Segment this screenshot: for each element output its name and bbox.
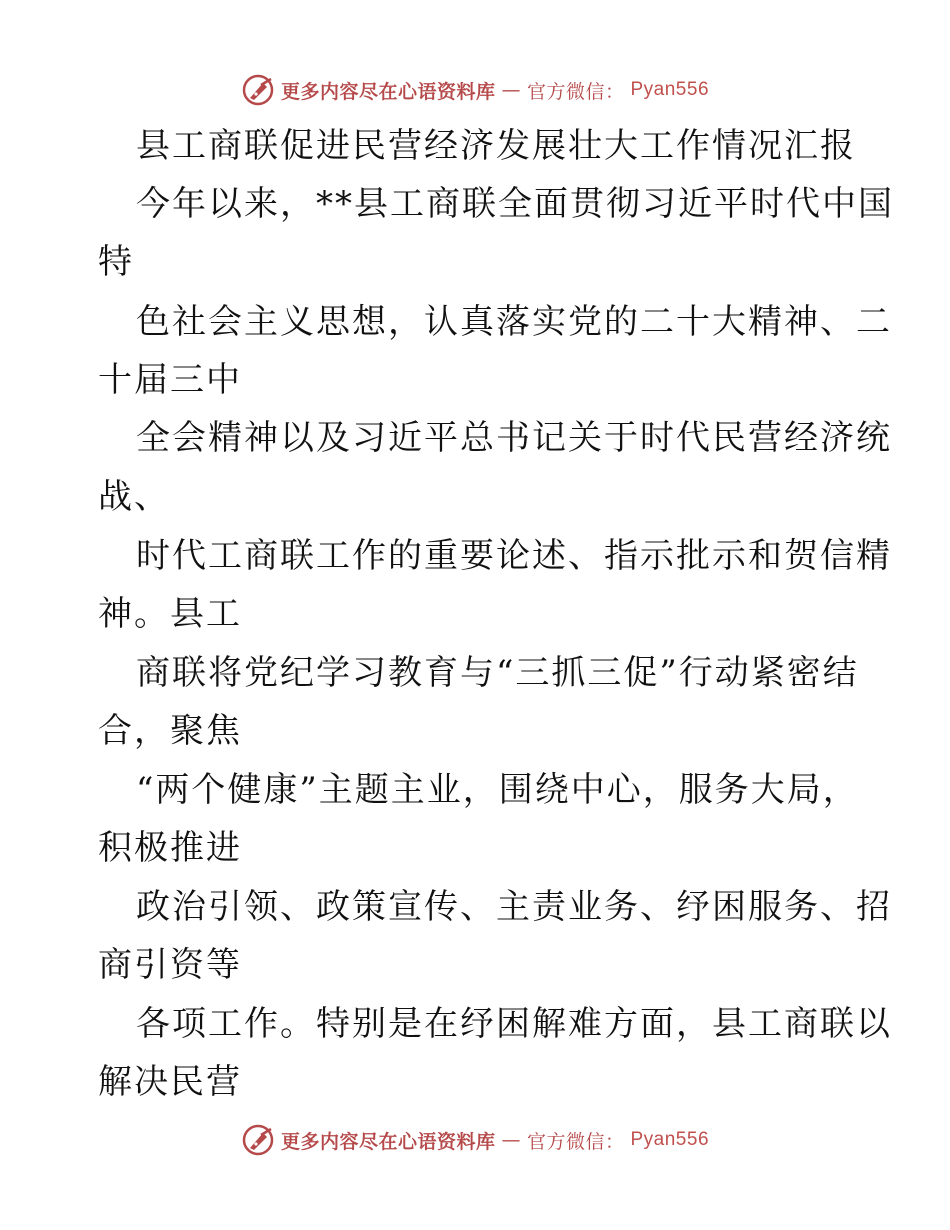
body-line: 解决民营 <box>98 1062 242 1102</box>
body-line: 合，聚焦 <box>98 711 242 751</box>
banner-main-text: 更多内容尽在心语资料库 <box>280 80 496 103</box>
banner-wechat-id: Pyan556 <box>630 79 710 100</box>
banner-wechat-id: Pyan556 <box>630 1129 710 1150</box>
body-line: 商引资等 <box>98 945 242 985</box>
banner-dash: — <box>501 79 521 101</box>
document-title: 县工商联促进民营经济发展壮大工作情况汇报 <box>136 126 856 166</box>
pen-nib-logo-icon <box>241 1123 275 1157</box>
header-watermark-banner <box>0 70 950 110</box>
body-line: 十届三中 <box>98 360 242 400</box>
body-line: 特 <box>98 242 134 282</box>
body-line: 今年以来，**县工商联全面贯彻习近平时代中国 <box>136 184 894 224</box>
body-line: 时代工商联工作的重要论述、指示批示和贺信精 <box>136 536 892 576</box>
pen-nib-logo-icon <box>241 73 275 107</box>
body-line: 各项工作。特别是在纾困解难方面，县工商联以 <box>136 1004 892 1044</box>
banner-dash: — <box>501 1129 521 1151</box>
body-line: “两个健康”主题主业，围绕中心，服务大局， <box>136 770 859 810</box>
body-line: 战、 <box>98 477 170 517</box>
body-line: 商联将党纪学习教育与“三抓三促”行动紧密结 <box>136 653 859 693</box>
body-line: 色社会主义思想，认真落实党的二十大精神、二 <box>136 302 892 342</box>
footer-watermark-banner <box>0 1120 950 1160</box>
banner-main-text: 更多内容尽在心语资料库 <box>280 1130 496 1153</box>
body-line: 全会精神以及习近平总书记关于时代民营经济统 <box>136 418 892 458</box>
body-line: 政治引领、政策宣传、主责业务、纾困服务、招 <box>136 887 892 927</box>
body-line: 神。县工 <box>98 594 242 634</box>
banner-sub-text: 官方微信： <box>526 1130 625 1153</box>
body-line: 积极推进 <box>98 828 242 868</box>
banner-sub-text: 官方微信： <box>526 80 625 103</box>
